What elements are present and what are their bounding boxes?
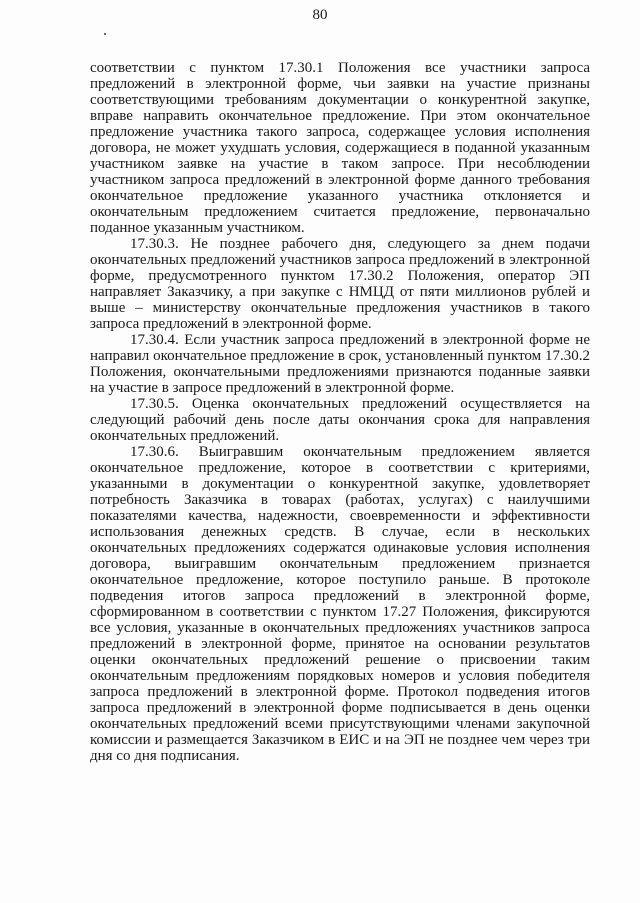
paragraph-continuation: соответствии с пунктом 17.30.1 Положения все участники запроса предложений в электронной форме, чьи заявки на участие признаны соответствующими требованиям документации о конкурентной закупке, вправе направить окончательное предложение. При этом окончательное предложение участника такого запроса, содержащее условия исполнения договора, не может ухудшать условия, содержащиеся в поданной указанным участником заявке на участие в таком запросе. При несоблюдении участником запроса предложений в электронной форме данного требования окончательное предложение указанного участника отклоняется и окончательным предложением считается предложение, первоначально поданное указанным участником. — [90, 60, 590, 236]
paragraph-17-30-3: 17.30.3. Не позднее рабочего дня, следующего за днем подачи окончательных предложений участников запроса предложений в электронной форме, предусмотренного пунктом 17.30.2 Положения, оператор ЭП направляет Заказчику, а при закупке с НМЦД от пяти миллионов рублей и выше – министерству окончательные предложения участников в такого запроса предложений в электронной форме. — [90, 236, 590, 332]
paragraph-17-30-6: 17.30.6. Выигравшим окончательным предложением является окончательное предложение, которое в соответствии с критериями, указанными в документации о конкурентной закупке, удовлетворяет потребность Заказчика в товарах (работах, услугах) с наилучшими показателями качества, надежности, своевременности и эффективности использования денежных средств. В случае, если в нескольких окончательных предложениях содержатся одинаковые условия исполнения договора, выигравшим окончательным предложением признается окончательное предложение, которое поступило раньше. В протоколе подведения итогов запроса предложений в электронной форме, сформированном в соответствии с пунктом 17.27 Положения, фиксируются все условия, указанные в окончательных предложениях участников запроса предложений в электронной форме, принятое на основании результатов оценки окончательных предложений решение о присвоении таким окончательным предложениям порядковых номеров и условия победителя запроса предложений в электронной форме. Протокол подведения итогов запроса предложений в электронной форме подписывается в день оценки окончательных предложений всеми присутствующими членами закупочной комиссии и размещается Заказчиком в ЕИС и на ЭП не позднее чем через три дня со дня подписания. — [90, 444, 590, 764]
scan-speck — [104, 33, 106, 35]
document-body — [90, 60, 590, 764]
paragraph-17-30-5: 17.30.5. Оценка окончательных предложений осуществляется на следующий рабочий день после даты окончания срока для направления окончательных предложений. — [90, 396, 590, 444]
paragraph-17-30-4: 17.30.4. Если участник запроса предложений в электронной форме не направил окончательное предложение в срок, установленный пунктом 17.30.2 Положения, окончательными предложениями признаются поданные заявки на участие в запросе предложений в электронной форме. — [90, 332, 590, 396]
page-number: 80 — [312, 7, 328, 23]
